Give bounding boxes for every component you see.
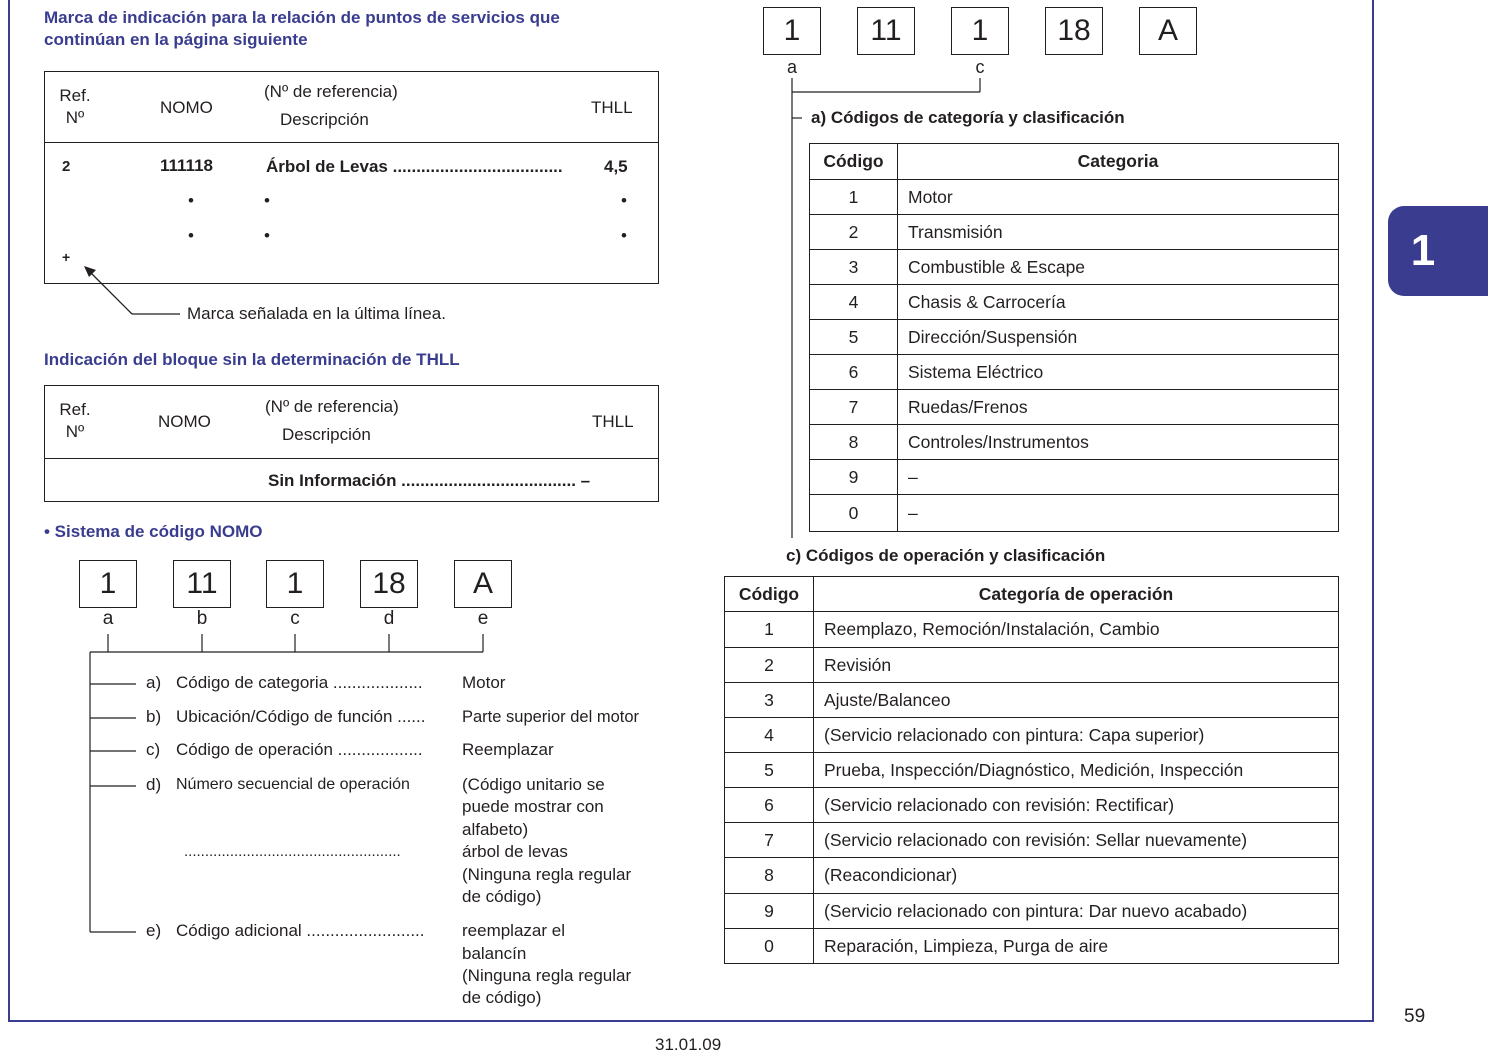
cell-category: Dirección/Suspensión [898, 320, 1339, 355]
cell-operation: Revisión [814, 648, 1339, 683]
nomo-code-box: A [454, 560, 512, 608]
cell-code: 3 [810, 250, 898, 285]
cell-code: 2 [810, 215, 898, 250]
col-category: Categoria [898, 144, 1339, 180]
category-table [809, 143, 1339, 532]
continuation-dot: • [621, 191, 627, 210]
table-row [810, 355, 1339, 390]
item-d-value: puede mostrar con [462, 797, 604, 816]
continuation-dot: • [621, 226, 627, 245]
item-b-value: Parte superior del motor [462, 708, 639, 726]
item-d-value: de código) [462, 887, 542, 906]
cell-category: Sistema Eléctrico [898, 355, 1339, 390]
plus-mark: + [62, 249, 71, 265]
item-d-text: Número secuencial de operación [176, 776, 410, 793]
item-d-value: (Ninguna regla regular [462, 865, 632, 884]
table-header-row [810, 144, 1339, 180]
nomo-code-box: 1 [79, 560, 137, 608]
cell-code: 0 [725, 929, 814, 964]
table-row [810, 460, 1339, 495]
col-ref [58, 85, 92, 129]
item-c-value: Reemplazar [462, 740, 554, 759]
nomo-code-label: a [102, 608, 114, 629]
item-e-key: e) [146, 921, 162, 940]
nomo-code-label: c [975, 57, 985, 77]
cell-category: – [898, 495, 1339, 532]
col-thll: THLL [591, 98, 633, 117]
nomo-code-box: 18 [1045, 7, 1103, 55]
col-desc: Descripción [282, 425, 371, 444]
cell-operation: Reemplazo, Remoción/Instalación, Cambio [814, 612, 1339, 648]
cell-code: 6 [725, 788, 814, 823]
section1-heading [44, 7, 560, 51]
cell-operation: (Servicio relacionado con revisión: Rectificar) [814, 788, 1339, 823]
table-row [725, 648, 1339, 683]
cell-code: 4 [810, 285, 898, 320]
table-divider [44, 458, 659, 459]
col-ref-line1: Ref. [59, 400, 91, 419]
annotation-text: Marca señalada en la última línea. [187, 304, 446, 323]
section2-heading: Indicación del bloque sin la determinación de THLL [44, 350, 460, 369]
item-a-text: Código de categoria ................... [176, 673, 423, 692]
cell-code: 6 [810, 355, 898, 390]
cell-operation: (Reacondicionar) [814, 858, 1339, 894]
cell-operation: Prueba, Inspección/Diagnóstico, Medición, Inspección [814, 753, 1339, 788]
col-code: Código [810, 144, 898, 180]
table-row [810, 320, 1339, 355]
cell-category: Controles/Instrumentos [898, 425, 1339, 460]
cell-category: Motor [898, 180, 1339, 215]
cell-code: 2 [725, 648, 814, 683]
item-d-value: árbol de levas [462, 842, 568, 861]
section3-heading: • Sistema de código NOMO [44, 522, 263, 541]
page-number: 59 [1404, 1006, 1426, 1027]
col-ref-line2: Nº [65, 422, 85, 441]
cell-code: 7 [810, 390, 898, 425]
col-nomo: NOMO [158, 412, 211, 431]
cell-category: Transmisión [898, 215, 1339, 250]
item-a-key: a) [146, 673, 162, 692]
item-c-text: Código de operación .................. [176, 740, 423, 759]
cell-category: Combustible & Escape [898, 250, 1339, 285]
nomo-code-label: e [477, 608, 489, 629]
table-header-row [725, 577, 1339, 612]
col-nomo: NOMO [160, 98, 213, 117]
nomo-code-box: 1 [266, 560, 324, 608]
cell-code: 3 [725, 683, 814, 718]
cell-operation: Reparación, Limpieza, Purga de aire [814, 929, 1339, 964]
continuation-dot: • [188, 191, 194, 210]
table-row [725, 823, 1339, 858]
item-e-text: Código adicional ......................... [176, 921, 425, 940]
nomo-code-box: 18 [360, 560, 418, 608]
col-desc: Descripción [280, 110, 369, 129]
table-row [725, 612, 1339, 648]
cell-code: 9 [725, 894, 814, 929]
continuation-dot: • [188, 226, 194, 245]
cell-code: 8 [725, 858, 814, 894]
cell-operation: Ajuste/Balanceo [814, 683, 1339, 718]
col-ref-line1: Ref. [59, 86, 91, 105]
item-c-key: c) [146, 740, 161, 759]
item-e-value: reemplazar el [462, 921, 565, 940]
table-row [810, 180, 1339, 215]
cell-operation: (Servicio relacionado con pintura: Capa superior) [814, 718, 1339, 753]
col-code: Código [725, 577, 814, 612]
nomo-code-box: 1 [951, 7, 1009, 55]
item-b-key: b) [146, 707, 162, 726]
nomo-code-label: b [196, 608, 208, 629]
nomo-code-label: d [383, 608, 395, 629]
col-desc-ref: (Nº de referencia) [264, 82, 398, 101]
row-thll: 4,5 [604, 157, 628, 176]
item-b-text: Ubicación/Código de función ...... [176, 707, 426, 726]
cell-code: 5 [725, 753, 814, 788]
cell-category: – [898, 460, 1339, 495]
table-row [725, 718, 1339, 753]
continuation-dot: • [264, 191, 270, 210]
item-a-value: Motor [462, 673, 506, 692]
item-e-value: de código) [462, 988, 542, 1007]
chapter-tab: 1 [1388, 206, 1488, 296]
row-desc: Árbol de Levas .................................... [266, 157, 563, 176]
table-row [725, 894, 1339, 929]
table-row [725, 858, 1339, 894]
nomo-code-box: 11 [173, 560, 231, 608]
col-operation: Categoría de operación [814, 577, 1339, 612]
item-d-value: alfabeto) [462, 820, 529, 839]
nomo-code-label: a [786, 57, 797, 77]
col-ref-line2: Nº [65, 108, 85, 127]
item-e-value: (Ninguna regla regular [462, 966, 632, 985]
table-row [725, 929, 1339, 964]
table-row [810, 250, 1339, 285]
annotation-arrow-icon [80, 260, 190, 320]
item-d-value: (Código unitario se [462, 775, 605, 794]
section1-heading-line2: continúan en la página siguiente [44, 30, 308, 49]
continuation-dot: • [264, 226, 270, 245]
nomo-code-box: A [1139, 7, 1197, 55]
col-thll: THLL [592, 412, 634, 431]
item-d-key: d) [146, 775, 162, 794]
category-heading: a) Códigos de categoría y clasificación [811, 108, 1125, 127]
item-d-dots: .................................................... [184, 843, 401, 860]
table-divider [44, 142, 659, 143]
col-ref [58, 399, 92, 443]
table-row [810, 215, 1339, 250]
cell-code: 1 [810, 180, 898, 215]
cell-operation: (Servicio relacionado con revisión: Sellar nuevamente) [814, 823, 1339, 858]
table-row [725, 788, 1339, 823]
table-row [725, 683, 1339, 718]
cell-operation: (Servicio relacionado con pintura: Dar nuevo acabado) [814, 894, 1339, 929]
cell-category: Ruedas/Frenos [898, 390, 1339, 425]
operation-heading: c) Códigos de operación y clasificación [786, 546, 1106, 565]
page-date: 31.01.09 [655, 1035, 722, 1054]
cell-code: 5 [810, 320, 898, 355]
operation-table [724, 576, 1339, 964]
nomo-code-box: 11 [857, 7, 915, 55]
row-nomo: 111118 [160, 156, 213, 175]
cell-code: 1 [725, 612, 814, 648]
cell-code: 0 [810, 495, 898, 532]
cell-category: Chasis & Carrocería [898, 285, 1339, 320]
table-row [810, 390, 1339, 425]
cell-code: 7 [725, 823, 814, 858]
cell-code: 8 [810, 425, 898, 460]
table-row [810, 425, 1339, 460]
table-row [725, 753, 1339, 788]
item-e-value: balancín [462, 944, 527, 963]
nomo-code-label: c [290, 608, 300, 629]
nomo-code-box: 1 [763, 7, 821, 55]
table-row [810, 285, 1339, 320]
table-row [810, 495, 1339, 532]
cell-code: 9 [810, 460, 898, 495]
col-desc-ref: (Nº de referencia) [265, 397, 399, 416]
section1-heading-line1: Marca de indicación para la relación de puntos de servicios que [44, 8, 560, 27]
row-ref: 2 [62, 158, 71, 175]
no-info-row: Sin Información ..................................... – [268, 471, 591, 490]
cell-code: 4 [725, 718, 814, 753]
